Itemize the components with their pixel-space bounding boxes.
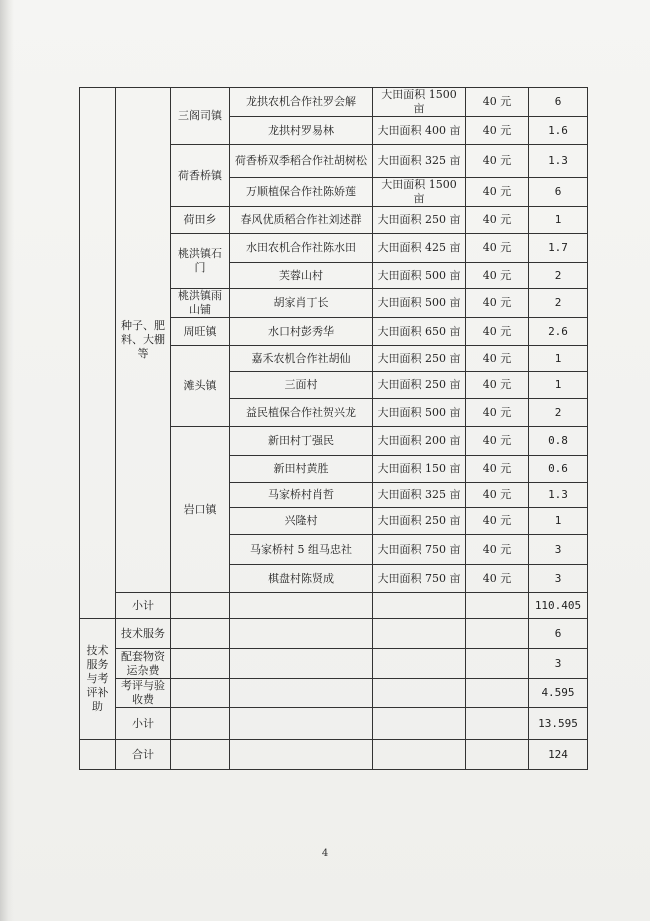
empty-cell <box>230 649 373 679</box>
amount-cell: 13.595 <box>529 708 588 740</box>
subtotal-label-cell: 小计 <box>116 593 171 619</box>
recipient-cell: 荷香桥双季稻合作社胡树松 <box>230 145 373 178</box>
item-cell: 技术服务 <box>116 619 171 649</box>
empty-cell <box>373 649 466 679</box>
empty-cell <box>171 649 230 679</box>
table-row <box>80 619 588 649</box>
empty-cell <box>466 679 529 708</box>
empty-cell <box>466 593 529 619</box>
amount-cell: 0.8 <box>529 427 588 456</box>
town-cell: 周旺镇 <box>171 318 230 346</box>
empty-cell <box>230 679 373 708</box>
amount-cell: 0.6 <box>529 456 588 483</box>
amount-cell: 2 <box>529 399 588 427</box>
town-cell: 桃洪镇石门 <box>171 234 230 289</box>
area-cell: 大田面积 425 亩 <box>373 234 466 263</box>
recipient-cell: 万顺植保合作社陈娇莲 <box>230 178 373 207</box>
category-cell: 种子、肥料、大棚等 <box>116 88 171 593</box>
recipient-cell: 马家桥村肖哲 <box>230 483 373 508</box>
empty-cell <box>466 740 529 770</box>
recipient-cell: 龙拱村罗易林 <box>230 117 373 145</box>
empty-cell <box>171 619 230 649</box>
rate-cell: 40 元 <box>466 483 529 508</box>
area-cell: 大田面积 325 亩 <box>373 483 466 508</box>
rate-cell: 40 元 <box>466 427 529 456</box>
town-cell: 滩头镇 <box>171 346 230 427</box>
amount-cell: 4.595 <box>529 679 588 708</box>
area-cell: 大田面积 500 亩 <box>373 399 466 427</box>
subsidy-table <box>79 87 588 770</box>
recipient-cell: 兴隆村 <box>230 508 373 535</box>
total-value-cell: 124 <box>529 740 588 770</box>
empty-cell <box>171 708 230 740</box>
empty-cell <box>230 619 373 649</box>
rate-cell: 40 元 <box>466 535 529 565</box>
rate-cell: 40 元 <box>466 399 529 427</box>
area-cell: 大田面积 250 亩 <box>373 346 466 372</box>
town-cell: 荷田乡 <box>171 207 230 234</box>
rate-cell: 40 元 <box>466 263 529 289</box>
rate-cell: 40 元 <box>466 565 529 593</box>
item-cell: 配套物资运杂费 <box>116 649 171 679</box>
rate-cell: 40 元 <box>466 234 529 263</box>
item-cell: 考评与验收费 <box>116 679 171 708</box>
amount-cell: 1.3 <box>529 145 588 178</box>
empty-cell <box>171 593 230 619</box>
amount-cell: 1 <box>529 508 588 535</box>
item-cell: 小计 <box>116 708 171 740</box>
table-row <box>80 708 588 740</box>
area-cell: 大田面积 250 亩 <box>373 372 466 399</box>
empty-cell <box>373 740 466 770</box>
amount-cell: 6 <box>529 178 588 207</box>
rate-cell: 40 元 <box>466 372 529 399</box>
amount-cell: 2.6 <box>529 318 588 346</box>
recipient-cell: 龙拱农机合作社罗会解 <box>230 88 373 117</box>
empty-cell <box>466 619 529 649</box>
empty-cell <box>230 708 373 740</box>
area-cell: 大田面积 750 亩 <box>373 535 466 565</box>
scan-edge-shadow <box>0 0 14 921</box>
area-cell: 大田面积 500 亩 <box>373 263 466 289</box>
amount-cell: 3 <box>529 649 588 679</box>
empty-cell <box>80 740 116 770</box>
recipient-cell: 芙蓉山村 <box>230 263 373 289</box>
town-cell: 荷香桥镇 <box>171 145 230 207</box>
amount-cell: 3 <box>529 535 588 565</box>
rate-cell: 40 元 <box>466 145 529 178</box>
area-cell: 大田面积 250 亩 <box>373 508 466 535</box>
amount-cell: 2 <box>529 289 588 318</box>
area-cell: 大田面积 1500 亩 <box>373 88 466 117</box>
recipient-cell: 新田村丁强民 <box>230 427 373 456</box>
recipient-cell: 马家桥村 5 组马忠社 <box>230 535 373 565</box>
empty-cell <box>466 649 529 679</box>
area-cell: 大田面积 200 亩 <box>373 427 466 456</box>
empty-cell <box>171 679 230 708</box>
empty-cell <box>466 708 529 740</box>
area-cell: 大田面积 750 亩 <box>373 565 466 593</box>
rate-cell: 40 元 <box>466 88 529 117</box>
amount-cell: 1.7 <box>529 234 588 263</box>
rate-cell: 40 元 <box>466 207 529 234</box>
recipient-cell: 胡家肖丁长 <box>230 289 373 318</box>
table-row <box>80 649 588 679</box>
area-cell: 大田面积 1500 亩 <box>373 178 466 207</box>
amount-cell: 3 <box>529 565 588 593</box>
rate-cell: 40 元 <box>466 289 529 318</box>
town-cell: 桃洪镇雨山铺 <box>171 289 230 318</box>
recipient-cell: 水口村彭秀华 <box>230 318 373 346</box>
empty-cell <box>373 619 466 649</box>
area-cell: 大田面积 650 亩 <box>373 318 466 346</box>
table-row <box>80 740 588 770</box>
amount-cell: 6 <box>529 619 588 649</box>
table-row <box>80 593 588 619</box>
amount-cell: 6 <box>529 88 588 117</box>
empty-cell <box>230 593 373 619</box>
town-cell: 三阁司镇 <box>171 88 230 145</box>
section-1-label-cell <box>80 88 116 619</box>
empty-cell <box>373 708 466 740</box>
recipient-cell: 棋盘村陈贤成 <box>230 565 373 593</box>
section-2-label-cell: 技术服务与考评补助 <box>80 619 116 740</box>
recipient-cell: 新田村黄胜 <box>230 456 373 483</box>
recipient-cell: 嘉禾农机合作社胡仙 <box>230 346 373 372</box>
area-cell: 大田面积 150 亩 <box>373 456 466 483</box>
amount-cell: 1 <box>529 372 588 399</box>
rate-cell: 40 元 <box>466 117 529 145</box>
empty-cell <box>373 679 466 708</box>
recipient-cell: 益民植保合作社贺兴龙 <box>230 399 373 427</box>
amount-cell: 1.3 <box>529 483 588 508</box>
total-label-cell: 合计 <box>116 740 171 770</box>
page-number: 4 <box>321 848 329 859</box>
area-cell: 大田面积 250 亩 <box>373 207 466 234</box>
table-row <box>80 679 588 708</box>
amount-cell: 1 <box>529 346 588 372</box>
rate-cell: 40 元 <box>466 318 529 346</box>
area-cell: 大田面积 325 亩 <box>373 145 466 178</box>
table-row <box>80 88 588 117</box>
subtotal-value-cell: 110.405 <box>529 593 588 619</box>
amount-cell: 1.6 <box>529 117 588 145</box>
amount-cell: 2 <box>529 263 588 289</box>
area-cell: 大田面积 400 亩 <box>373 117 466 145</box>
amount-cell: 1 <box>529 207 588 234</box>
rate-cell: 40 元 <box>466 178 529 207</box>
empty-cell <box>171 740 230 770</box>
recipient-cell: 三面村 <box>230 372 373 399</box>
area-cell: 大田面积 500 亩 <box>373 289 466 318</box>
empty-cell <box>373 593 466 619</box>
rate-cell: 40 元 <box>466 346 529 372</box>
recipient-cell: 水田农机合作社陈水田 <box>230 234 373 263</box>
town-cell: 岩口镇 <box>171 427 230 593</box>
recipient-cell: 春风优质稻合作社刘述群 <box>230 207 373 234</box>
rate-cell: 40 元 <box>466 456 529 483</box>
rate-cell: 40 元 <box>466 508 529 535</box>
empty-cell <box>230 740 373 770</box>
